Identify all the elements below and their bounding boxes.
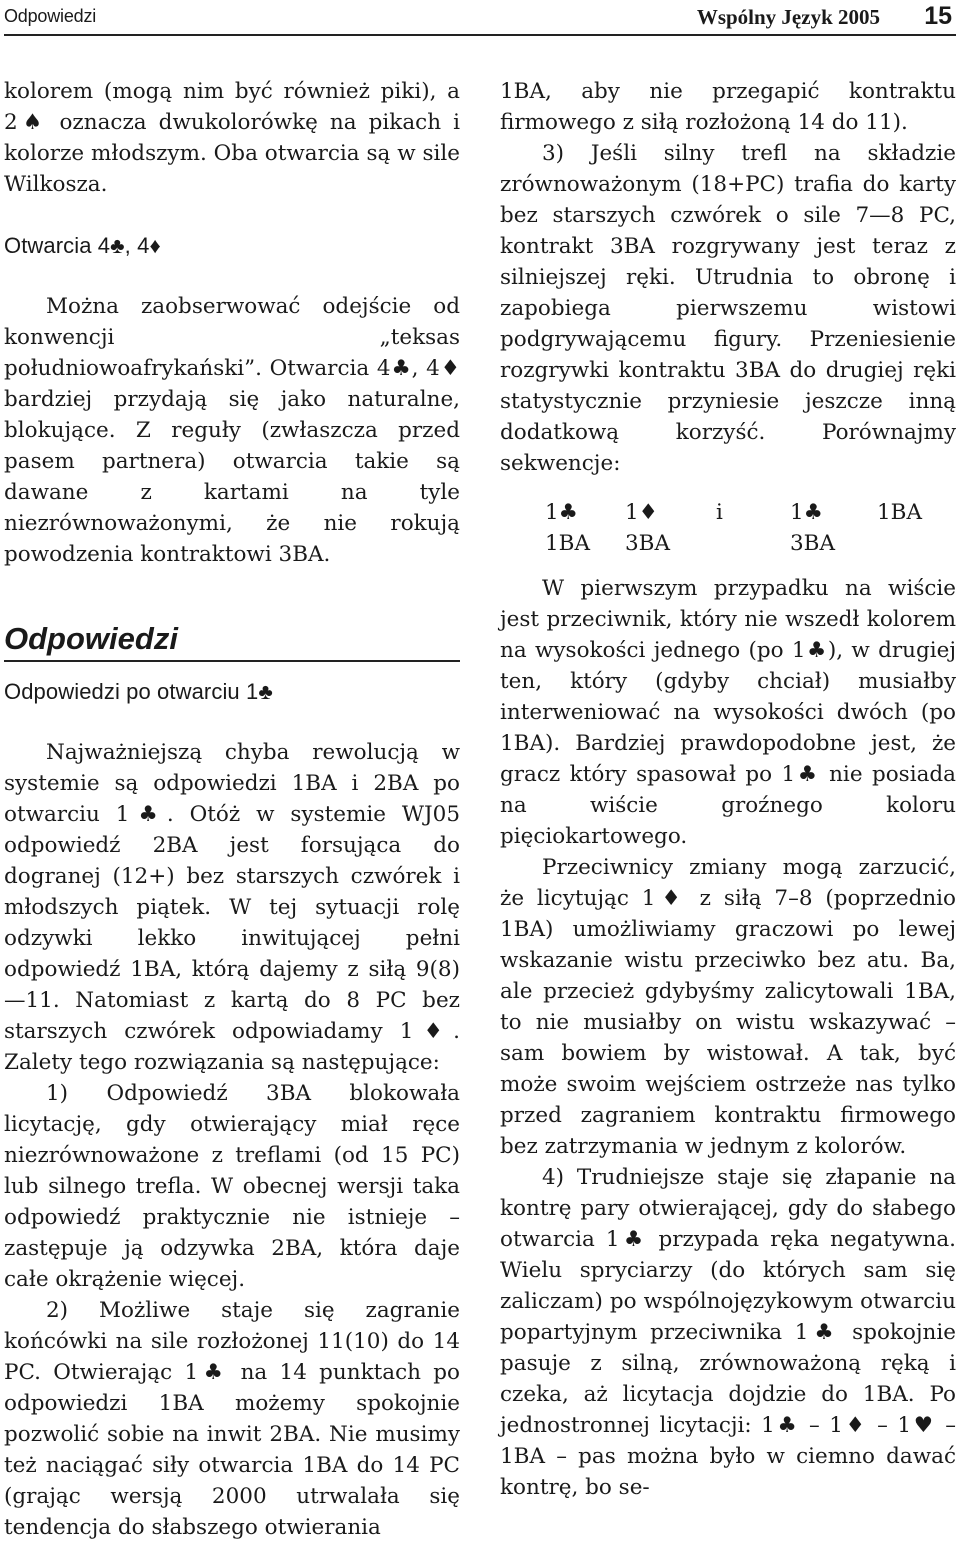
left-column <box>4 76 460 1543</box>
journal-title: Wspólny Język 2005 <box>696 5 880 29</box>
section-title: Odpowiedzi <box>4 620 460 662</box>
section-name: Odpowiedzi <box>4 6 97 26</box>
page-number: 15 <box>924 2 952 30</box>
bidding-sequences <box>500 497 956 559</box>
paragraph: 4) Trudniejsze staje się złapanie na kontrę pary otwierającej, gdy do słabego otwarcia 1♣ przypada ręka negatywna. Wielu spryciarzy (do których sam się zaliczam) po wspólnojęzykowym otwarciu popartyjnym przeciwnika 1♣ spokojnie pasuje z silną, zrównoważoną ręką i czeka, aż licytacja dojdzie do 1BA. Po jednostronnej licytacji: 1♣ – 1♦ – 1♥ – 1BA – pas można było w ciemno dawać kontrę, bo se- <box>500 1165 956 1500</box>
bid: 3BA <box>625 531 671 556</box>
bid: 3BA <box>790 531 836 556</box>
bid: 1♦ <box>625 500 658 525</box>
subheading-responses: Odpowiedzi po otwarciu 1♣ <box>4 679 273 704</box>
bid: 1♣ <box>790 500 823 525</box>
paragraph: kolorem (mogą nim być również piki), a 2♠ oznacza dwukolorówkę na pikach i kolorze młodszym. Oba otwarcia są w sile Wilkosza. <box>4 79 460 197</box>
paragraph: 1BA, aby nie przegapić kontraktu firmowego z siłą rozłożoną 14 do 11). <box>500 79 956 135</box>
paragraph: Przeciwnicy zmiany mogą zarzucić, że licytując 1♦ z siłą 7–8 (poprzednio 1BA) umożliwiamy graczowi po lewej wskazanie wistu przeciwko bez atu. Ba, ale przecież gdybyśmy zalicytowali 1BA, to nie musiałby on wistu wskazywać – sam bowiem by wistował. A tak, być może swoim wejściem ostrzeże nas tylko przed zagraniem kontraktu firmowego bez zatrzymania w jednym z kolorów. <box>500 855 956 1159</box>
paragraph: W pierwszym przypadku na wiście jest przeciwnik, który nie wszedł kolorem na wysokości jednego (po 1♣), w drugiej ten, który (gdyby chciał) musiałby interweniować na wysokości dwóch (po 1BA). Bardziej prawdopodobne jest, że gracz który spasował po 1♣ nie posiada na wiście groźnego koloru pięciokartowego. <box>500 576 956 849</box>
bid: 1♣ <box>545 500 578 525</box>
paragraph: 3) Jeśli silny trefl na składzie zrównoważonym (18+PC) trafia do karty bez starszych czwórek o sile 7—8 PC, kontrakt 3BA rozgrywany jest teraz z silniejszej ręki. Utrudnia to obronę i zapobiega pierwszemu wistowi podgrywającemu figury. Przeniesienie rozgrywki kontraktu 3BA do drugiej ręki statystycznie przyniesie jeszcze inną dodatkową korzyść. Porównajmy sekwencje: <box>500 141 956 476</box>
bid: 1BA <box>545 531 591 556</box>
page-header <box>4 4 956 36</box>
paragraph: Można zaobserwować odejście od konwencji „teksas południowoafrykański”. Otwarcia 4♣, 4♦ bardziej przydają się jako naturalne, blokujące. Z reguły (zwłaszcza przed pasem partnera) otwarcia takie są dawane z kartami na tyle niezrównoważonymi, że nie rokują powodzenia kontraktowi 3BA. <box>4 294 460 567</box>
paragraph: 1) Odpowiedź 3BA blokowała licytację, gdy otwierający miał ręce niezrównoważone z treflami (od 15 PC) lub silnego trefla. W obecnej wersji taka odpowiedź praktycznie nie istnieje – zastępuje ją odzywka 2BA, która daje całe okrążenie więcej. <box>4 1081 460 1292</box>
paragraph: 2) Możliwe staje się zagranie końcówki na sile rozłożonej 11(10) do 14 PC. Otwierając 1♣ na 14 punktach po odpowiedzi 1BA możemy spokojnie pozwolić sobie na inwit 2BA. Nie musimy też naciągać siły otwarcia 1BA do 14 PC (grając wersją 2000 utrwalała się tendencja do słabszego otwierania <box>4 1298 460 1540</box>
subheading-openings: Otwarcia 4♣, 4♦ <box>4 233 161 258</box>
bid: 1BA <box>877 500 923 525</box>
separator: i <box>716 500 723 525</box>
right-column <box>500 76 956 1503</box>
paragraph: Najważniejszą chyba rewolucją w systemie są odpowiedzi 1BA i 2BA po otwarciu 1♣. Otóż w systemie WJ05 odpowiedź 2BA jest forsująca do dogranej (12+) bez starszych czwórek i młodszych piątek. W tej sytuacji rolę odzywki lekko inwitującej pełni odpowiedź 1BA, którą dajemy z siłą 9(8)—11. Natomiast z kartą do 8 PC bez starszych czwórek odpowiadamy 1♦. Zalety tego rozwiązania są następujące: <box>4 740 460 1075</box>
